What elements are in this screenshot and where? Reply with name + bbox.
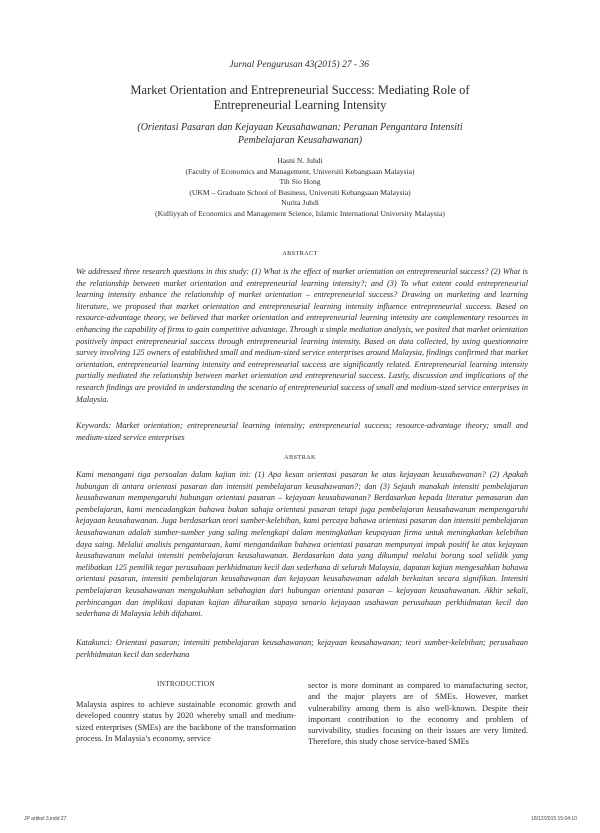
journal-citation: Jurnal Pengurusan 43(2015) 27 - 36 <box>229 60 369 70</box>
katakunci: Katakunci: Orientasi pasaran; intensiti pembelajaran keusahawanan; kejayaan keusahawanan; teori sumber-kelebihan; perusahaan perkhidmatan kecil dan sederhana <box>76 638 528 659</box>
author-affiliation: (UKM – Graduate School of Business, Universiti Kebangsaan Malaysia) <box>189 187 411 197</box>
article-title: Market Orientation and Entrepreneurial Success: Mediating Role of Entrepreneurial Learning Intensity <box>130 83 470 112</box>
abstrak-heading: ABSTRAK <box>284 454 316 461</box>
abstrak-body: Kami menangani tiga persoalan dalam kajian ini: (1) Apa kesan orientasi pasaran ke atas kejayaan keusahawanan? (2) Apakah hubungan di antara orientasi pasaran dan intensiti pembelajaran keusahawanan?; dan (3) Sejauh manakah intensiti pembelajaran keusahawanan mempengaruhi hubungan orientasi pasaran – kejayaan keusahawanan? Berdasarkan kepada literatur pemasaran dan pembelajaran, kami mencadangkan bahawa bukan sahaja orientasi pasaran tetapi juga pembelajaran keusahawanan mempengaruhi kejayaan keusahawanan. Juga berdasarkan teori sumber-kelebihan, kami percaya bahawa orientasi pasaran dan intensiti pembelajaran keusahawanan adalah sumber-sumber yang saling melengkapi dalam meningkatkan keupayaan firma untuk meningkatkan kelebihan daya saing. Melalui analisis pengantaraan, kami mengandaikan bahawa orientasi pasaran mempunyai impak positif ke atas kejayaan keusahawanan melalui intensiti pembelajaran keusahawanan. Berdasarkan data yang dikumpul melalui borang soal selidik yang melibatkan 125 pemilik tegar perusahaan perkhidmatan kecil dan sederhana di seluruh Malaysia, dapatan kajian mengesahkan bahawa orientasi pasaran, intensiti pembelajaran keusahawanan dan kejayaan keusahawanan adalah berkaitan secara signifikan. Intensiti pembelajaran keusahawanan mengukuhkan sebahagian dari hubungan orientasi pasaran – kejayaan keusahawanan. Akhir sekali, perbincangan dan implikasi dapatan kajian dihuraikan supaya senario kejayaan usahawan perusahaan perkhidmatan kecil dan sederhana di Malaysia lebih difahami. <box>76 470 528 619</box>
author-name: Hasni N. Juhdi <box>277 156 323 165</box>
article-subtitle: (Orientasi Pasaran dan Kejayaan Keusahawanan: Peranan Pengantara Intensiti Pembelajaran Keusahawanan) <box>137 122 463 146</box>
author-name: Nurita Juhdi <box>281 198 319 208</box>
print-footer-timestamp: 18/12/2015 15:04:10 <box>531 816 577 822</box>
introduction-heading: INTRODUCTION <box>157 680 215 688</box>
introduction-left-column: Malaysia aspires to achieve sustainable economic growth and developed country status by 2020 whereby small and medium-sized enterprises (SMEs) are the backbone of the transformation process. In Malaysia’s economy, service <box>76 700 296 743</box>
abstract-body: We addressed three research questions in this study: (1) What is the effect of market orientation on entrepreneurial success? (2) What is the relationship between market orientation and entrepreneurial learning intensity?; and (3) To what extent could entrepreneurial learning intensity enhance the relationship of market orientation – entrepreneurial success? Drawing on marketing and learning literature, we proposed that market orientation and entrepreneurial learning intensity influence entrepreneurial success. Based on resource-advantage theory, we believed that market orientation and entrepreneurial learning intensity are complementary resources in enhancing the capability of firms to gain competitive advantage. Through a simple mediation analysis, we posited that market orientation positively impact entrepreneurial success through entrepreneurial learning intensity. Based on data collected, by using questionnaire survey involving 125 owners of established small and medium-sized service enterprises around Malaysia, findings confirmed that market orientation, entrepreneurial learning intensity and entrepreneurial success are significantly related. Entrepreneurial learning intensity partially mediated the relationship between market orientation and entrepreneurial success. Lastly, discussion and implications of the research findings are provided in understanding the scenario of entrepreneurial success of small and medium-sized service enterprises in Malaysia. <box>76 267 528 404</box>
keywords: Keywords: Market orientation; entrepreneurial learning intensity; entrepreneurial success; resource-advantage theory; small and medium-sized service enterprises <box>76 421 528 442</box>
author-name: Tih Sio Hong <box>279 177 321 187</box>
author-affiliation: (Faculty of Economics and Management, Universiti Kebangsaan Malaysia) <box>185 166 415 176</box>
print-footer-file: JP artikel 3.indd 27 <box>24 816 67 822</box>
author-affiliation: (Kulliyyah of Economics and Management Science, Islamic International University Malaysia) <box>155 208 445 218</box>
introduction-right-column: sector is more dominant as compared to manufacturing sector, and the major players are of SMEs. However, market vulnerability among them is also well-known. Despite their important contribution to the economy and problem of survivability, studies focusing on their issues are very limited. Therefore, this study chose service-based SMEs <box>308 681 528 747</box>
abstract-heading: ABSTRACT <box>282 250 318 257</box>
author-block <box>100 156 500 220</box>
